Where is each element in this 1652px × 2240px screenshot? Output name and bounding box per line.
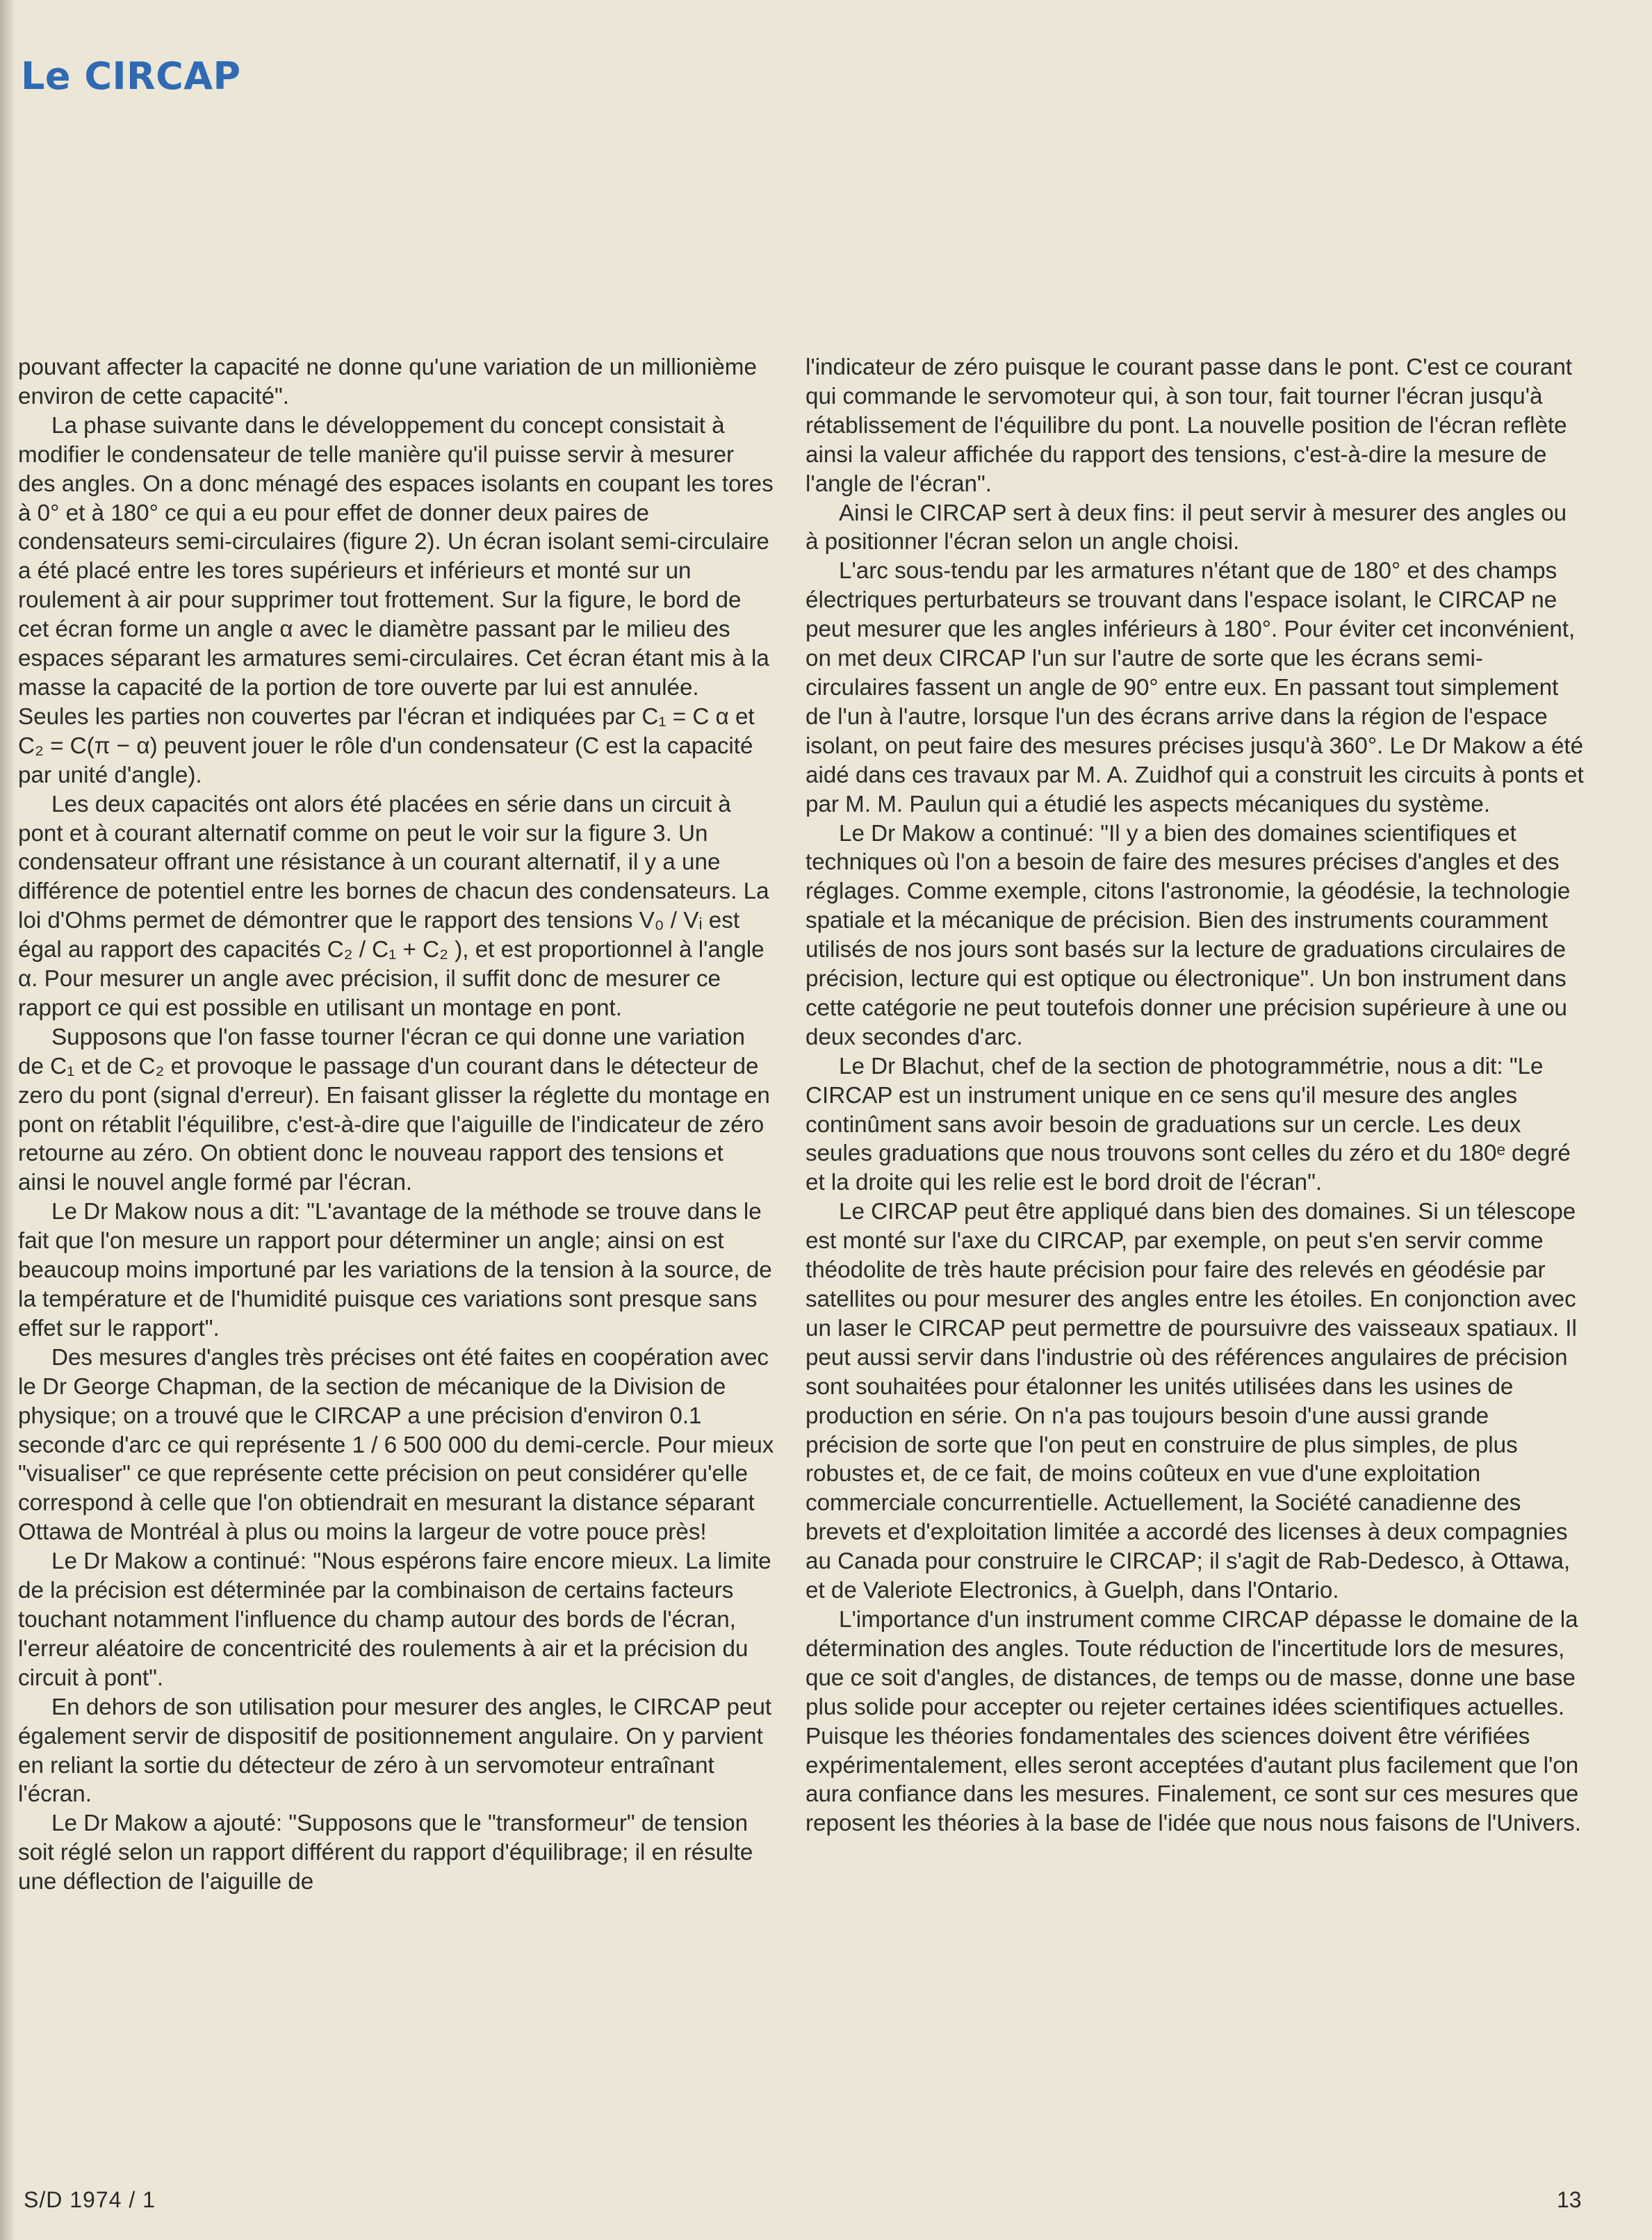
paragraph: Le Dr Blachut, chef de la section de photogrammétrie, nous a dit: "Le CIRCAP est un instrument unique en ce sens qu'il mesure des angles continûment sans avoir besoin de graduations sur un cercle. Les deux seules graduations que nous trouvons sont celles du zéro et du 180ᵉ degré et la droite qui les relie est le bord droit de l'écran". xyxy=(805,1053,1571,1196)
paragraph: Les deux capacités ont alors été placées en série dans un circuit à pont et à courant alternatif comme on peut le voir sur la figure 3. Un condensateur offrant une résistance à un courant alternatif, il y a une différence de potentiel entre les bornes de chacun des condensateurs. La loi d'Ohms permet de démontrer que le rapport des tensions V₀ / Vᵢ est égal au rapport des capacités C₂ / C₁ + C₂ ), et est proportionnel à l'angle α. Pour mesurer un angle avec précision, il suffit donc de mesurer ce rapport ce qui est possible en utilisant un montage en pont. xyxy=(18,791,769,1021)
paragraph: Supposons que l'on fasse tourner l'écran ce qui donne une variation de C₁ et de C₂ et provoque le passage d'un courant dans le détecteur de zero du pont (signal d'erreur). En faisant glisser la réglette du montage en pont on rétablit l'équilibre, c'est-à-dire que l'aiguille de l'indicateur de zéro retourne au zéro. On obtient donc le nouveau rapport des tensions et ainsi le nouvel angle formé par l'écran. xyxy=(18,1024,770,1196)
paragraph: Le Dr Makow a ajouté: "Supposons que le "transformeur" de tension soit réglé selon un rapport différent du rapport d'équilibrage; il en résulte une déflection de l'aiguille de xyxy=(18,1810,753,1895)
paragraph: Le Dr Makow a continué: "Nous espérons faire encore mieux. La limite de la précision est déterminée par la combinaison de certains facteurs touchant notamment l'influence du champ autour des bords de l'écran, l'erreur aléatoire de concentricité des roulements à air et la précision du circuit à pont". xyxy=(18,1548,771,1691)
paragraph: pouvant affecter la capacité ne donne qu'une variation de un millionième environ de cette capacité". xyxy=(18,354,757,409)
paragraph: l'indicateur de zéro puisque le courant passe dans le pont. C'est ce courant qui commande le servomoteur qui, à son tour, fait tourner l'écran jusqu'à rétablissement de l'équilibre du pont. La nouvelle position de l'écran reflète ainsi la valeur affichée du rapport des tensions, c'est-à-dire la mesure de l'angle de l'écran". xyxy=(805,354,1572,497)
paragraph: En dehors de son utilisation pour mesurer des angles, le CIRCAP peut également servir de dispositif de positionnement angulaire. On y parvient en reliant la sortie du détecteur de zéro à un servomoteur entraînant l'écran. xyxy=(18,1694,772,1808)
page-binding-shadow xyxy=(0,0,15,2240)
paragraph: L'importance d'un instrument comme CIRCAP dépasse le domaine de la détermination des angles. Toute réduction de l'incertitude lors de mesures, que ce soit d'angles, de distances, de temps ou de masse, donne une base plus solide pour accepter ou rejeter certaines idées scientifiques actuelles. Puisque les théories fondamentales des sciences doivent être vérifiées expérimentalement, elles seront acceptées d'autant plus facilement que l'on aura confiance dans les mesures. Finalement, ce sont sur ces mesures que reposent les théories à la base de l'idée que nous nous faisons de l'Univers. xyxy=(805,1606,1581,1837)
page-number: 13 xyxy=(1557,2187,1582,2212)
left-column xyxy=(18,353,776,1897)
paragraph: La phase suivante dans le développement du concept consistait à modifier le condensateur de telle manière qu'il puisse servir à mesurer des angles. On a donc ménagé des espaces isolants en coupant les tores à 0° et à 180° ce qui a eu pour effet de donner deux paires de condensateurs semi-circulaires (figure 2). Un écran isolant semi-circulaire a été placé entre les tores supérieurs et inférieurs et monté sur un roulement à air pour supprimer tout frottement. Sur la figure, le bord de cet écran forme un angle α avec le diamètre passant par le milieu des espaces séparant les armatures semi-circulaires. Cet écran étant mis à la masse la capacité de la portion de tore ouverte par lui est annulée. Seules les parties non couvertes par l'écran et indiquées par C₁ = C α et C₂ = C(π − α) peuvent jouer le rôle d'un condensateur (C est la capacité par unité d'angle). xyxy=(18,412,774,788)
paragraph: Le Dr Makow a continué: "Il y a bien des domaines scientifiques et techniques où l'on a besoin de faire des mesures précises d'angles et des réglages. Comme exemple, citons l'astronomie, la géodésie, la technologie spatiale et la mécanique de précision. Bien des instruments couramment utilisés de nos jours sont basés sur la lecture de graduations circulaires de précision, lecture qui est optique ou électronique". Un bon instrument dans cette catégorie ne peut toutefois donner une précision supérieure à une ou deux secondes d'arc. xyxy=(805,820,1571,1050)
paragraph: Le Dr Makow nous a dit: "L'avantage de la méthode se trouve dans le fait que l'on mesure un rapport pour déterminer un angle; ainsi on est beaucoup moins importuné par les variations de la tension à la source, de la température et de l'humidité puisque ces variations sont presque sans effet sur le rapport". xyxy=(18,1199,772,1341)
issue-label: S/D 1974 / 1 xyxy=(24,2187,156,2212)
page-title: Le CIRCAP xyxy=(21,54,241,98)
paragraph: Ainsi le CIRCAP sert à deux fins: il peut servir à mesurer des angles ou à positionner l'écran selon un angle choisi. xyxy=(805,500,1567,555)
paragraph: Le CIRCAP peut être appliqué dans bien des domaines. Si un télescope est monté sur l'axe du CIRCAP, par exemple, on peut s'en servir comme théodolite de très haute précision pour faire des relevés en géodésie par satellites ou pour mesurer des angles entre les étoiles. En conjonction avec un laser le CIRCAP peut permettre de poursuivre des vaisseaux spatiaux. Il peut aussi servir dans l'industrie où des références angulaires de précision sont souhaitées pour étalonner les unités utilisées dans les usines de production en série. On n'a pas toujours besoin d'une aussi grande précision de sorte que l'on peut en construire de plus simples, de plus robustes et, de ce fait, de moins coûteux en vue d'une exploitation commerciale concurrentielle. Actuellement, la Société canadienne des brevets et d'exploitation limitée a accordé des licenses à deux compagnies au Canada pour construire le CIRCAP; il s'agit de Rab-Dedesco, à Ottawa, et de Valeriote Electronics, à Guelph, dans l'Ontario. xyxy=(805,1199,1577,1604)
right-column xyxy=(805,353,1584,1838)
paragraph: L'arc sous-tendu par les armatures n'étant que de 180° et des champs électriques perturbateurs se trouvant dans l'espace isolant, le CIRCAP ne peut mesurer que les angles inférieurs à 180°. Pour éviter cet inconvénient, on met deux CIRCAP l'un sur l'autre de sorte que les écrans semi-circulaires fassent un angle de 90° entre eux. En passant tout simplement de l'un à l'autre, lorsque l'un des écrans arrive dans la région de l'espace isolant, on peut faire des mesures précises jusqu'à 360°. Le Dr Makow a été aidé dans ces travaux par M. A. Zuidhof qui a construit les circuits à ponts et par M. M. Paulun qui a étudié les aspects mécaniques du système. xyxy=(805,558,1584,817)
paragraph: Des mesures d'angles très précises ont été faites en coopération avec le Dr George Chapman, de la section de mécanique de la Division de physique; on a trouvé que le CIRCAP a une précision d'environ 0.1 seconde d'arc ce qui représente 1 / 6 500 000 du demi-cercle. Pour mieux "visualiser" ce que représente cette précision on peut considérer qu'elle correspond à celle que l'on obtiendrait en mesurant la distance séparant Ottawa de Montréal à plus ou moins la largeur de votre pouce près! xyxy=(18,1344,774,1546)
